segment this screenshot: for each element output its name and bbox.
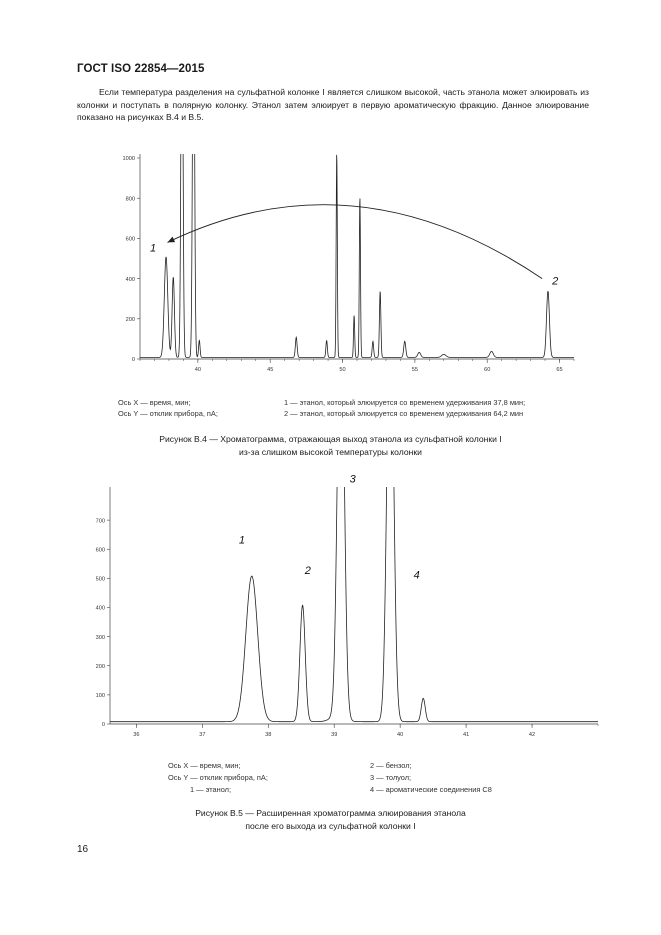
- x-tick-label: 39: [331, 732, 338, 738]
- peak-label-3: 3: [349, 473, 356, 486]
- peak-label-4: 4: [413, 569, 420, 582]
- y-tick-label: 1000: [122, 156, 135, 163]
- x-tick-label: 38: [265, 732, 272, 738]
- chart-b5: [80, 473, 608, 745]
- b5-caption: [0, 807, 661, 832]
- b5-legend-item-1: 1 — этанол;: [190, 785, 232, 794]
- peak-label-2: 2: [304, 565, 311, 578]
- y-tick-label: 100: [95, 693, 105, 700]
- x-tick-label: 45: [267, 367, 274, 373]
- b5-legend-item-4: 4 — ароматические соединения С8: [370, 785, 492, 794]
- b4-legend-axis-y: Ось Y — отклик прибора, пА;: [118, 409, 218, 418]
- x-tick-label: 60: [484, 367, 491, 373]
- y-tick-label: 500: [95, 576, 105, 583]
- b4-caption-line-1: Рисунок В.4 — Хроматограмма, отражающая выход этанола из сульфатной колонки I: [159, 434, 502, 444]
- b5-caption-line-2: после его выхода из сульфатной колонки I: [245, 820, 416, 831]
- b5-legend-item-2: 2 — бензол;: [370, 761, 412, 770]
- x-tick-label: 42: [528, 732, 536, 738]
- b5-legend-axis-x: Ось X — время, мин;: [168, 761, 241, 770]
- peak-label-1: 1: [149, 242, 157, 255]
- y-tick-label: 0: [131, 357, 135, 364]
- y-tick-label: 600: [125, 236, 135, 243]
- x-tick-label: 65: [556, 367, 563, 373]
- y-tick-label: 200: [125, 317, 135, 323]
- b4-legend-item-2: 2 — этанол, который элюируется со временем удерживания 64,2 мин: [284, 409, 524, 418]
- b5-caption-line-1: Рисунок В.5 — Расширенная хроматограмма элюирования этанола: [195, 808, 466, 818]
- y-tick-label: 800: [125, 196, 135, 203]
- y-tick-label: 200: [95, 663, 105, 670]
- elution-arrow: [167, 205, 542, 279]
- x-tick-label: 55: [411, 367, 418, 373]
- page-number: 16: [77, 844, 89, 855]
- peak-label-1: 1: [238, 534, 245, 547]
- x-tick-label: 40: [194, 367, 201, 373]
- x-tick-label: 50: [339, 367, 346, 373]
- y-tick-label: 400: [95, 605, 105, 612]
- x-tick-label: 37: [199, 732, 206, 738]
- y-tick-label: 300: [95, 634, 105, 641]
- document-header: ГОСТ ISO 22854—2015: [77, 63, 205, 75]
- y-tick-label: 400: [125, 276, 135, 283]
- y-tick-label: 700: [95, 518, 105, 525]
- chromatogram-trace: [140, 0, 574, 357]
- b5-legend-axis-y: Ось Y — отклик прибора, пА;: [168, 773, 268, 782]
- x-tick-label: 36: [133, 732, 140, 738]
- x-tick-label: 41: [462, 732, 470, 738]
- intro-paragraph-text: Если температура разделения на сульфатной колонке I является слишком высокой, часть этанола может элюировать из колонки и поступать в полярную колонку. Этанол затем элюирует в первую ароматическую фракцию. Данное элюирование показано на рисунках В.4 и В.5.: [77, 87, 589, 123]
- y-tick-label: 600: [95, 547, 105, 554]
- b4-legend-axis-x: Ось X — время, мин;: [118, 398, 191, 407]
- b4-caption: [0, 433, 661, 458]
- b4-caption-line-2: из-за слишком высокой температуры колонки: [239, 446, 422, 457]
- peak-label-2: 2: [552, 275, 559, 288]
- b4-legend-item-1: 1 — этанол, который элюируется со временем удерживания 37,8 мин;: [284, 398, 526, 407]
- y-tick-label: 0: [101, 722, 105, 729]
- b5-legend-item-3: 3 — толуол;: [370, 773, 412, 782]
- chart-b4: [108, 148, 588, 380]
- x-tick-label: 40: [397, 732, 404, 738]
- intro-paragraph: [77, 86, 589, 124]
